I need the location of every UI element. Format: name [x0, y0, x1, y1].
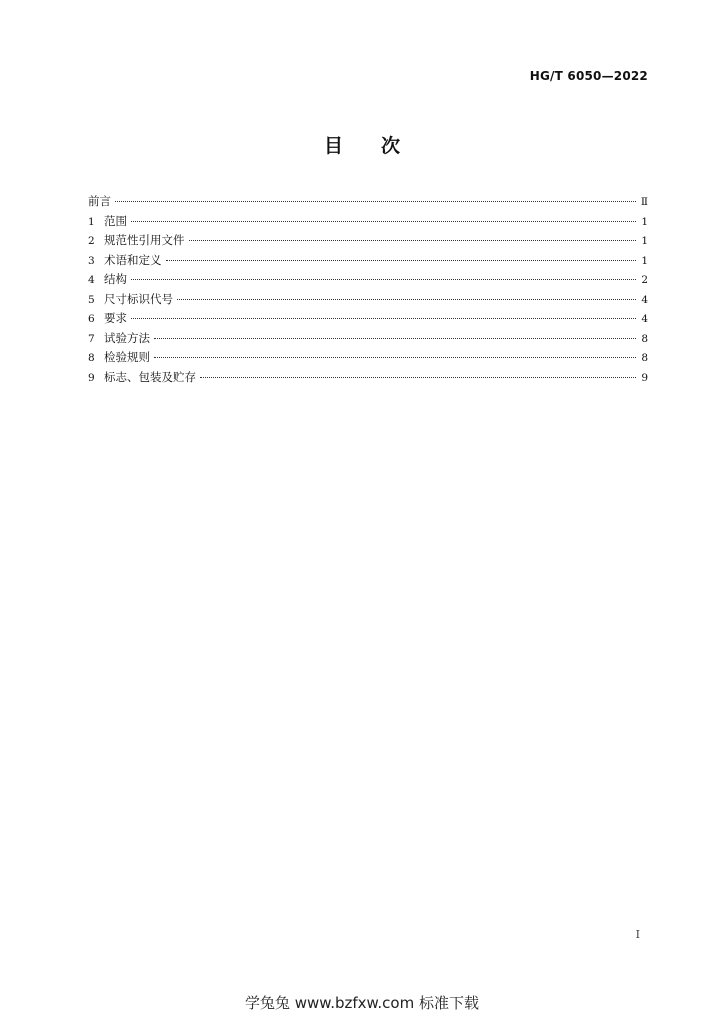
- toc-entry-number: 9: [88, 371, 95, 384]
- toc-leader-dots: [154, 338, 636, 339]
- toc-leader-dots: [177, 299, 636, 300]
- toc-leader-dots: [131, 221, 636, 222]
- watermark-text: 学兔兔 www.bzfxw.com 标准下载: [245, 994, 479, 1012]
- page-number: Ⅰ: [635, 928, 640, 941]
- toc-leader-dots: [166, 260, 637, 261]
- toc-entry-number: 8: [88, 352, 95, 364]
- toc-entry-number: 2: [88, 235, 95, 247]
- toc-leader-dots: [115, 201, 636, 202]
- toc-entry-label: 试验方法: [104, 330, 150, 345]
- toc-entry-6[interactable]: [88, 309, 648, 329]
- table-of-contents: [88, 192, 648, 387]
- toc-leader-dots: [154, 357, 636, 358]
- toc-entry-8[interactable]: [88, 348, 648, 368]
- toc-entry-label: 前言: [88, 194, 111, 208]
- toc-leader-dots: [131, 318, 636, 319]
- toc-entry-1[interactable]: [88, 212, 648, 232]
- toc-entry-number: 5: [88, 293, 95, 306]
- toc-entry-4[interactable]: [88, 270, 648, 290]
- toc-entry-page: Ⅱ: [640, 196, 648, 208]
- standard-code: HG/T 6050—2022: [529, 69, 648, 83]
- toc-entry-number: 3: [88, 254, 95, 267]
- toc-entry-label: 要求: [104, 311, 127, 325]
- toc-entry-page: 1: [641, 254, 648, 267]
- toc-entry-label: 检验规则: [104, 350, 150, 364]
- toc-entry-page: 9: [641, 371, 648, 384]
- toc-entry-number: 1: [88, 215, 95, 228]
- toc-entry-2[interactable]: [88, 231, 648, 251]
- toc-leader-dots: [131, 279, 636, 280]
- toc-entry-page: 1: [641, 215, 648, 228]
- toc-entry-foreword[interactable]: [88, 192, 648, 212]
- page-title: 目 次: [323, 135, 400, 157]
- toc-entry-page: 4: [641, 293, 648, 306]
- toc-entry-page: 8: [641, 332, 648, 345]
- toc-entry-page: 4: [641, 313, 648, 325]
- toc-entry-9[interactable]: [88, 368, 648, 388]
- toc-entry-label: 范围: [104, 213, 127, 228]
- toc-entry-number: 6: [88, 313, 95, 325]
- toc-entry-5[interactable]: [88, 290, 648, 310]
- toc-entry-label: 结构: [104, 272, 127, 286]
- toc-entry-page: 8: [641, 352, 648, 364]
- toc-entry-label: 规范性引用文件: [104, 233, 185, 247]
- toc-entry-page: 1: [641, 235, 648, 247]
- toc-entry-3[interactable]: [88, 251, 648, 271]
- toc-entry-label: 标志、包装及贮存: [104, 369, 196, 384]
- toc-entry-7[interactable]: [88, 329, 648, 349]
- toc-entry-label: 术语和定义: [104, 252, 162, 267]
- toc-leader-dots: [200, 377, 636, 378]
- toc-entry-label: 尺寸标识代号: [104, 291, 173, 306]
- toc-entry-number: 7: [88, 332, 95, 345]
- toc-entry-number: 4: [88, 274, 95, 286]
- toc-entry-page: 2: [641, 274, 648, 286]
- toc-leader-dots: [189, 240, 637, 241]
